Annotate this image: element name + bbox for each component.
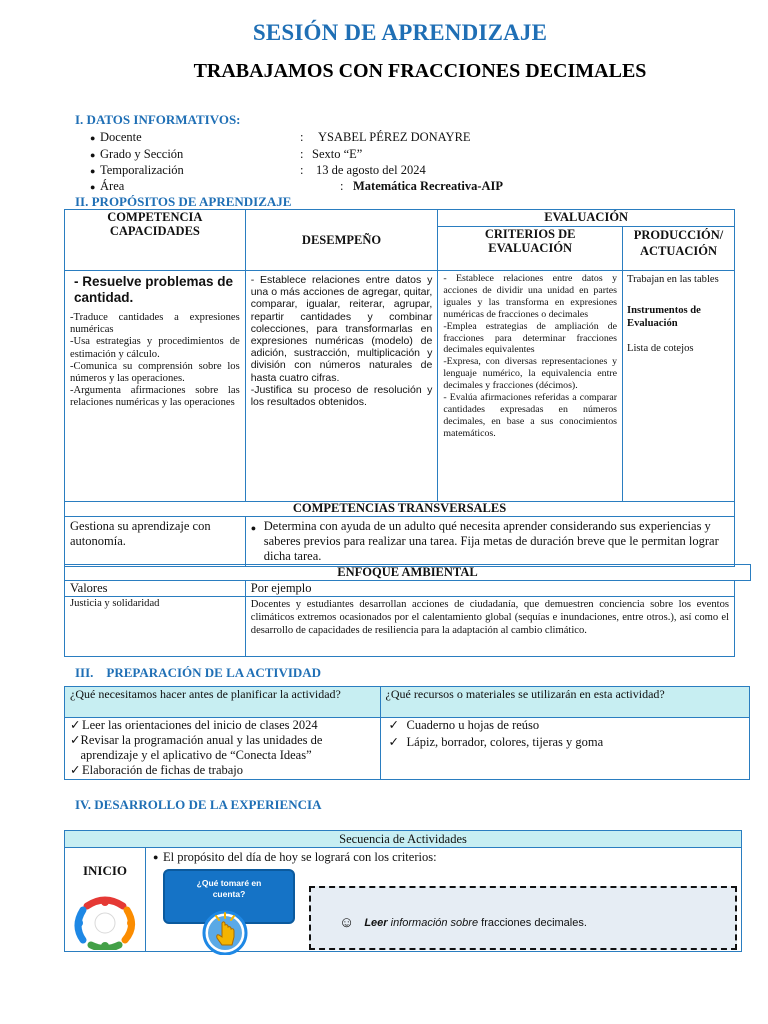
- header-produccion: PRODUCCIÓN/ ACTUACIÓN: [623, 227, 735, 271]
- preparacion-table: [64, 686, 750, 780]
- competencia-title: - Resuelve problemas de cantidad.: [74, 274, 234, 305]
- criterio-item: - Establece relaciones entre datos y acciones de dividir una unidad en partes iguales y las transforma en expresiones numéricas de fracciones o decimales: [443, 273, 618, 320]
- smiley-icon: ☺: [339, 914, 355, 931]
- enfoque-heading: ENFOQUE AMBIENTAL: [64, 564, 751, 581]
- list-item: ✓ Elaboración de fichas de trabajo: [70, 763, 244, 777]
- info-row-docente: ● Docente: [90, 130, 142, 144]
- preparacion-q1: ¿Qué necesitamos hacer antes de planificar la actividad?: [65, 687, 381, 718]
- section-desarrollo-heading: IV. DESARROLLO DE LA EXPERIENCIA: [75, 797, 322, 812]
- header-desempeno: DESEMPEÑO: [245, 210, 438, 271]
- transversales-table: [64, 501, 735, 567]
- cell-criterios: [438, 271, 623, 502]
- inicio-label: INICIO: [82, 863, 128, 878]
- check-icon: ✓: [70, 763, 81, 777]
- criterio-item: -Expresa, con diversas representaciones y lenguaje numérico, la equivalencia entre decimales y fracciones (décimos).: [443, 356, 618, 392]
- list-item: ✓ Leer las orientaciones del inicio de clases 2024: [70, 718, 318, 732]
- enfoque-valor: Justicia y solidaridad: [65, 597, 246, 657]
- header-competencia: COMPETENCIA CAPACIDADES: [65, 210, 246, 271]
- leer-box: [309, 886, 737, 950]
- info-value-docente: YSABEL PÉREZ DONAYRE: [318, 130, 471, 144]
- header-evaluacion: EVALUACIÓN: [438, 210, 735, 227]
- check-icon: ✓: [388, 718, 400, 732]
- enfoque-table: [64, 580, 735, 657]
- check-icon: ✓: [70, 718, 81, 732]
- list-item: ✓ Revisar la programación anual y las unidades de aprendizaje y el aplicativo de “Conecta Ideas”: [70, 733, 323, 762]
- secuencia-box: [64, 830, 742, 952]
- transversal-desempeno: ● Determina con ayuda de un adulto qué necesita aprender considerando sus experiencias y saberes previos para realizar una tarea. Fija metas de duración breve que le permitan lograr dicha tarea.: [245, 517, 734, 567]
- capacidades-list: [70, 312, 240, 410]
- info-value-area: Matemática Recreativa-AIP: [353, 179, 504, 193]
- propositos-table: [64, 209, 735, 502]
- capacidad-item: -Traduce cantidades a expresiones numéricas: [70, 312, 240, 336]
- list-item: ✓ Cuaderno u hojas de reúso: [388, 718, 540, 732]
- hand-click-icon: [201, 907, 249, 955]
- list-item: ✓ Lápiz, borrador, colores, tijeras y goma: [388, 735, 604, 749]
- capacidad-item: -Argumenta afirmaciones sobre las relaciones numéricas y las operaciones: [70, 385, 240, 409]
- produccion-text: Trabajan en las tables: [627, 274, 719, 285]
- enfoque-ejemplo: Docentes y estudiantes desarrollan acciones de ciudadanía, que demuestren conciencia sobre los eventos climáticos extremos ocasionados por el calentamiento global (sequías e inundaciones, entre otros.), así como el desarrollo de capacidades de resiliencia para la adaptación al cambio climático.: [245, 597, 734, 657]
- page-subtitle: TRABAJAMOS CON FRACCIONES DECIMALES: [193, 60, 647, 82]
- info-row-area: ● Área: [90, 179, 125, 193]
- desempeno-item: - Establece relaciones entre datos y una o más acciones de agregar, quitar, comparar, igualar, reiterar, agrupar, repartir cantidades y combinar colecciones, para transformarlas en expresiones numéricas (modelo) de adición, sustracción, multiplicación y división con números naturales de hasta cuatro cifras.: [250, 274, 433, 384]
- cell-desempeno: [245, 271, 438, 502]
- capacidad-item: -Comunica su comprensión sobre los números y las operaciones.: [70, 360, 240, 385]
- transversales-heading: COMPETENCIAS TRANSVERSALES: [65, 502, 735, 517]
- section-preparacion-heading: III. PREPARACIÓN DE LA ACTIVIDAD: [75, 665, 322, 680]
- info-sep: :: [300, 147, 304, 161]
- info-row-grado: ● Grado y Sección: [90, 147, 184, 161]
- info-value-grado: Sexto “E”: [312, 147, 363, 161]
- enfoque-col-ejemplo: Por ejemplo: [245, 581, 734, 597]
- page-title: SESIÓN DE APRENDIZAJE: [252, 20, 548, 45]
- check-icon: ✓: [70, 733, 81, 747]
- cell-produccion: [623, 271, 735, 502]
- secuencia-heading: Secuencia de Actividades: [65, 831, 741, 848]
- instrumentos-title: Instrumentos de Evaluación: [627, 305, 701, 329]
- instrumento-text: Lista de cotejos: [627, 343, 694, 354]
- check-icon: ✓: [388, 735, 400, 749]
- teamwork-icon: [73, 896, 137, 950]
- info-value-temporalizacion: 13 de agosto del 2024: [316, 163, 426, 177]
- capacidad-item: -Usa estrategias y procedimientos de estimación y cálculo.: [70, 336, 240, 360]
- criterio-item: - Evalúa afirmaciones referidas a comparar cantidades expresadas en números decimales, en base a sus conocimientos matemáticos.: [443, 392, 618, 439]
- info-sep: :: [340, 179, 344, 193]
- header-criterios: CRITERIOS DE EVALUACIÓN: [438, 227, 623, 271]
- column-divider: [145, 848, 146, 952]
- info-row-temporalizacion: ● Temporalización: [90, 163, 184, 177]
- transversal-competencia: Gestiona su aprendizaje con autonomía.: [65, 517, 246, 567]
- section-propositos-heading: II. PROPÓSITOS DE APRENDIZAJE: [75, 194, 292, 209]
- enfoque-col-valores: Valores: [65, 581, 246, 597]
- proposito-text: ● El propósito del día de hoy se logrará con los criterios:: [153, 850, 437, 864]
- criterio-item: -Emplea estrategias de ampliación de fracciones para determinar fracciones decimales equivalentes: [443, 320, 618, 356]
- que-tomare-button[interactable]: ¿Qué tomaré en cuenta?: [163, 869, 295, 924]
- leer-text: ☺ Leer información sobre fracciones decimales.: [339, 914, 587, 931]
- desempeno-item: -Justifica su proceso de resolución y los resultados obtenidos.: [250, 383, 433, 409]
- info-sep: :: [300, 130, 304, 144]
- cell-competencia: [65, 271, 246, 502]
- preparacion-q2: ¿Qué recursos o materiales se utilizarán en esta actividad?: [380, 687, 749, 718]
- info-sep: :: [300, 163, 304, 177]
- section-datos-heading: I. DATOS INFORMATIVOS:: [75, 112, 241, 127]
- preparacion-recursos: [380, 718, 749, 780]
- preparacion-antes: [65, 718, 381, 780]
